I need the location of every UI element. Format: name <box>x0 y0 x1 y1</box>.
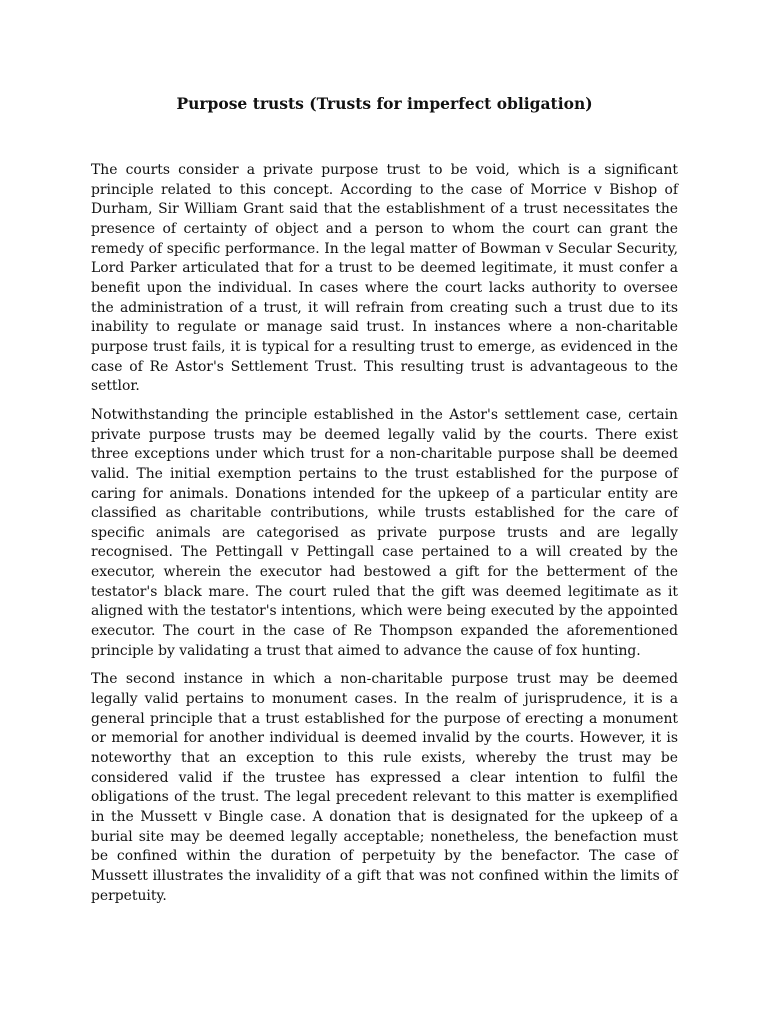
document-body <box>91 161 678 906</box>
paragraph-3: The second instance in which a non-charitable purpose trust may be deemed legally valid pertains to monument cases. In the realm of jurisprudence, it is a general principle that a trust established for the purpose of erecting a monument or memorial for another individual is deemed invalid by the courts. However, it is noteworthy that an exception to this rule exists, whereby the trust may be considered valid if the trustee has expressed a clear intention to fulfil the obligations of the trust. The legal precedent relevant to this matter is exemplified in the Mussett v Bingle case. A donation that is designated for the upkeep of a burial site may be deemed legally acceptable; nonetheless, the benefaction must be confined within the duration of perpetuity by the benefactor. The case of Mussett illustrates the invalidity of a gift that was not confined within the limits of perpetuity. <box>91 671 678 904</box>
document-title: Purpose trusts (Trusts for imperfect obligation) <box>176 94 593 113</box>
paragraph-1: The courts consider a private purpose trust to be void, which is a significant principle related to this concept. According to the case of Morrice v Bishop of Durham, Sir William Grant said that the establishment of a trust necessitates the presence of certainty of object and a person to whom the court can grant the remedy of specific performance. In the legal matter of Bowman v Secular Security, Lord Parker articulated that for a trust to be deemed legitimate, it must confer a benefit upon the individual. In cases where the court lacks authority to oversee the administration of a trust, it will refrain from creating such a trust due to its inability to regulate or manage said trust. In instances where a non-charitable purpose trust fails, it is typical for a resulting trust to emerge, as evidenced in the case of Re Astor's Settlement Trust. This resulting trust is advantageous to the settlor. <box>91 162 678 395</box>
paragraph-2: Notwithstanding the principle established in the Astor's settlement case, certain private purpose trusts may be deemed legally valid by the courts. There exist three exceptions under which trust for a non-charitable purpose shall be deemed valid. The initial exemption pertains to the trust established for the purpose of caring for animals. Donations intended for the upkeep of a particular entity are classified as charitable contributions, while trusts established for the care of specific animals are categorised as private purpose trusts and are legally recognised. The Pettingall v Pettingall case pertained to a will created by the executor, wherein the executor had bestowed a gift for the betterment of the testator's black mare. The court ruled that the gift was deemed legitimate as it aligned with the testator's intentions, which were being executed by the appointed executor. The court in the case of Re Thompson expanded the aforementioned principle by validating a trust that aimed to advance the cause of fox hunting. <box>91 406 678 659</box>
